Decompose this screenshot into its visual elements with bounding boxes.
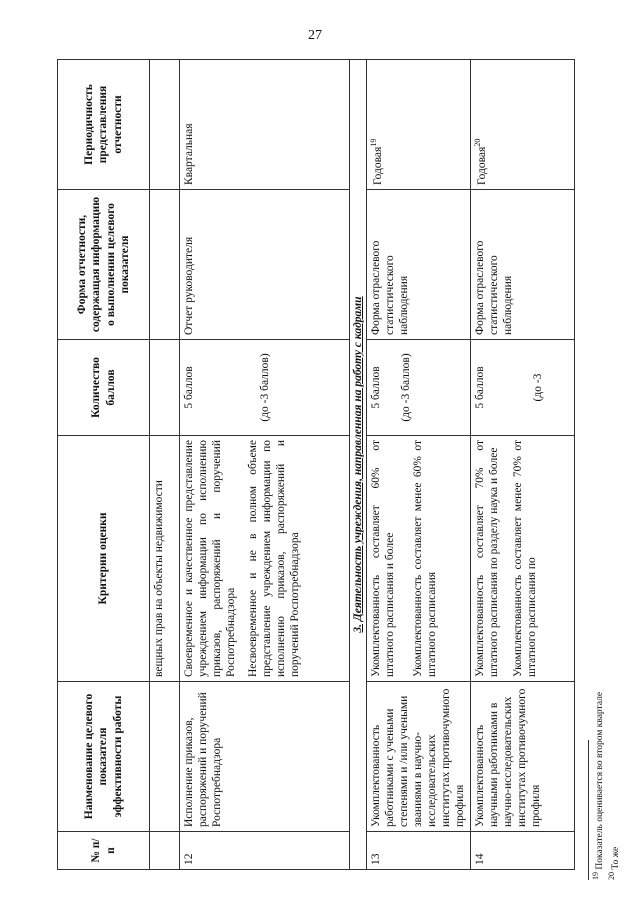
table-row <box>471 60 575 870</box>
section-title: 3. Деятельность учреждения, направленная на работу с кадрами <box>350 60 367 870</box>
footnote: $^{20}$ То же <box>607 846 622 880</box>
row-number: 14 <box>471 832 575 870</box>
footnotes <box>588 640 628 880</box>
report-form: Форма отраслевого статистического наблюдения <box>471 190 575 340</box>
rotated-table-container <box>57 60 569 870</box>
table-row <box>367 60 471 870</box>
indicator-name: Укомплектованность научными работниками в научно-исследовательских институтах противочумного профиля <box>471 682 575 832</box>
periodicity: Квартальная <box>180 60 350 190</box>
score-cell <box>367 340 471 436</box>
footnote: $^{19}$ Показатель оценивается во втором квартале <box>591 691 606 880</box>
report-form: Отчет руководителя <box>180 190 350 340</box>
criterion-text: Укомплектованность составляет 60% от штатного расписания и более <box>370 440 397 677</box>
score-cell <box>180 340 350 436</box>
periodicity: Годовая$^{20}$ <box>471 60 575 190</box>
header-report-form: Форма отчетности, содержащая информацию о выполнении целевого показателя <box>58 190 150 340</box>
footnote-divider <box>588 740 589 880</box>
criterion-text: Несвоевременное и не в полном объеме представление учреждением информации по исполнению приказов, распоряжений и поручений Роспотребнадзора <box>247 440 302 677</box>
section-row <box>350 60 367 870</box>
header-num: № п/п <box>58 832 150 870</box>
footnote-mark: 20 <box>473 138 483 147</box>
header-periodicity: Периодичность представления отчетности <box>58 60 150 190</box>
header-indicator: Наименование целевого показателя эффективности работы <box>58 682 150 832</box>
periodicity: Годовая$^{19}$ <box>367 60 471 190</box>
score-text: 5 баллов <box>370 366 383 409</box>
header-criteria: Критерии оценки <box>58 436 150 682</box>
criteria-cell <box>180 436 350 682</box>
criterion-text: Укомплектованность составляет менее 60% от штатного расписания <box>412 440 439 677</box>
criteria-cell <box>367 436 471 682</box>
indicator-name: Исполнение приказов, распоряжений и поручений Роспотребнадзора <box>180 682 350 832</box>
indicator-name: Укомплектованность работниками с учеными степенями и /или учеными званиями в научно-исследовательских институтах противочумного профиля <box>367 682 471 832</box>
row-number: 13 <box>367 832 471 870</box>
score-text: (до -3 баллов) <box>259 353 272 422</box>
page-number: 27 <box>308 28 322 43</box>
report-form: Форма отраслевого статистического наблюдения <box>367 190 471 340</box>
table-row <box>180 60 350 870</box>
criterion-text: Укомплектованность составляет менее 70% от штатного расписания по <box>512 440 539 677</box>
score-text: (до -3 баллов) <box>400 353 413 422</box>
table-row <box>150 60 180 870</box>
row-number: 12 <box>180 832 350 870</box>
score-text: 5 баллов <box>183 366 195 409</box>
criterion-text: Укомплектованность составляет 70% от штатного расписания по разделу наука и более <box>474 440 501 677</box>
footnote-mark: 19 <box>369 138 379 147</box>
score-cell <box>471 340 575 436</box>
criteria-cell <box>471 436 575 682</box>
criteria-cell: вещных прав на объекты недвижимости <box>150 436 180 682</box>
score-text: 5 баллов <box>474 366 487 409</box>
criterion-text: Своевременное и качественное представление учреждением информации по исполнению приказов, распоряжений и поручений Роспотребнадзора <box>183 440 238 677</box>
header-score: Количество баллов <box>58 340 150 436</box>
score-text: (до -3 <box>532 373 545 402</box>
indicators-table <box>57 59 575 870</box>
header-row <box>58 60 150 870</box>
